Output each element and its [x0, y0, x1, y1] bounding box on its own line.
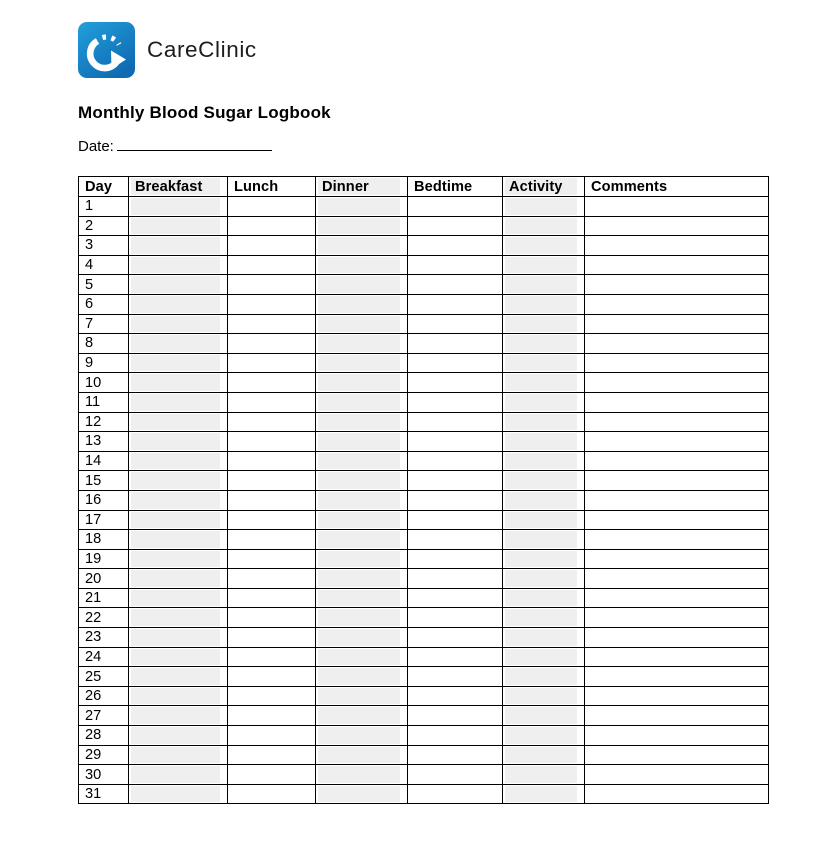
entry-cell-comments-day-24[interactable]	[585, 647, 769, 667]
day-cell: 17	[79, 510, 129, 530]
entry-cell-breakfast-day-2[interactable]	[129, 216, 228, 236]
entry-cell-lunch-day-15[interactable]	[228, 471, 316, 491]
day-cell: 10	[79, 373, 129, 393]
entry-cell-lunch-day-9[interactable]	[228, 353, 316, 373]
entry-cell-comments-day-21[interactable]	[585, 588, 769, 608]
entry-cell-bedtime-day-16[interactable]	[408, 490, 503, 510]
entry-cell-breakfast-day-29[interactable]	[129, 745, 228, 765]
entry-cell-breakfast-day-11[interactable]	[129, 392, 228, 412]
entry-cell-bedtime-day-7[interactable]	[408, 314, 503, 334]
entry-cell-activity-day-5[interactable]	[503, 275, 585, 295]
entry-cell-breakfast-day-27[interactable]	[129, 706, 228, 726]
table-row-day-25	[79, 667, 769, 687]
entry-cell-activity-day-20[interactable]	[503, 569, 585, 589]
table-row-day-5	[79, 275, 769, 295]
entry-cell-dinner-day-27[interactable]	[316, 706, 408, 726]
entry-cell-breakfast-day-15[interactable]	[129, 471, 228, 491]
entry-cell-lunch-day-19[interactable]	[228, 549, 316, 569]
entry-cell-activity-day-29[interactable]	[503, 745, 585, 765]
table-row-day-2	[79, 216, 769, 236]
entry-cell-comments-day-14[interactable]	[585, 451, 769, 471]
entry-cell-dinner-day-11[interactable]	[316, 392, 408, 412]
table-row-day-7	[79, 314, 769, 334]
entry-cell-breakfast-day-7[interactable]	[129, 314, 228, 334]
day-cell: 24	[79, 647, 129, 667]
entry-cell-bedtime-day-21[interactable]	[408, 588, 503, 608]
entry-cell-comments-day-16[interactable]	[585, 490, 769, 510]
entry-cell-activity-day-19[interactable]	[503, 549, 585, 569]
entry-cell-breakfast-day-16[interactable]	[129, 490, 228, 510]
column-header-comments: Comments	[585, 177, 769, 197]
entry-cell-lunch-day-12[interactable]	[228, 412, 316, 432]
entry-cell-comments-day-8[interactable]	[585, 334, 769, 354]
table-row-day-26	[79, 686, 769, 706]
entry-cell-lunch-day-20[interactable]	[228, 569, 316, 589]
entry-cell-bedtime-day-14[interactable]	[408, 451, 503, 471]
entry-cell-breakfast-day-26[interactable]	[129, 686, 228, 706]
day-cell: 25	[79, 667, 129, 687]
entry-cell-activity-day-25[interactable]	[503, 667, 585, 687]
entry-cell-bedtime-day-20[interactable]	[408, 569, 503, 589]
column-header-lunch: Lunch	[228, 177, 316, 197]
brand-name: CareClinic	[147, 37, 257, 62]
entry-cell-bedtime-day-3[interactable]	[408, 236, 503, 256]
entry-cell-lunch-day-27[interactable]	[228, 706, 316, 726]
entry-cell-bedtime-day-5[interactable]	[408, 275, 503, 295]
entry-cell-comments-day-11[interactable]	[585, 392, 769, 412]
entry-cell-bedtime-day-25[interactable]	[408, 667, 503, 687]
day-cell: 1	[79, 197, 129, 217]
entry-cell-bedtime-day-22[interactable]	[408, 608, 503, 628]
entry-cell-lunch-day-26[interactable]	[228, 686, 316, 706]
entry-cell-bedtime-day-26[interactable]	[408, 686, 503, 706]
entry-cell-bedtime-day-4[interactable]	[408, 255, 503, 275]
table-row-day-6	[79, 294, 769, 314]
table-row-day-16	[79, 490, 769, 510]
day-cell: 28	[79, 726, 129, 746]
entry-cell-dinner-day-13[interactable]	[316, 432, 408, 452]
date-row	[78, 136, 272, 156]
table-row-day-20	[79, 569, 769, 589]
entry-cell-activity-day-2[interactable]	[503, 216, 585, 236]
entry-cell-dinner-day-1[interactable]	[316, 197, 408, 217]
entry-cell-activity-day-15[interactable]	[503, 471, 585, 491]
entry-cell-activity-day-31[interactable]	[503, 784, 585, 804]
table-row-day-4	[79, 255, 769, 275]
day-cell: 3	[79, 236, 129, 256]
entry-cell-activity-day-26[interactable]	[503, 686, 585, 706]
day-cell: 21	[79, 588, 129, 608]
entry-cell-lunch-day-7[interactable]	[228, 314, 316, 334]
date-fill-in-line[interactable]	[117, 136, 272, 151]
day-cell: 11	[79, 392, 129, 412]
entry-cell-lunch-day-22[interactable]	[228, 608, 316, 628]
entry-cell-lunch-day-11[interactable]	[228, 392, 316, 412]
day-cell: 30	[79, 765, 129, 785]
entry-cell-comments-day-29[interactable]	[585, 745, 769, 765]
day-cell: 12	[79, 412, 129, 432]
entry-cell-dinner-day-21[interactable]	[316, 588, 408, 608]
entry-cell-bedtime-day-24[interactable]	[408, 647, 503, 667]
entry-cell-comments-day-26[interactable]	[585, 686, 769, 706]
entry-cell-breakfast-day-17[interactable]	[129, 510, 228, 530]
entry-cell-breakfast-day-19[interactable]	[129, 549, 228, 569]
entry-cell-lunch-day-8[interactable]	[228, 334, 316, 354]
entry-cell-bedtime-day-6[interactable]	[408, 294, 503, 314]
blood-sugar-log-table	[78, 176, 769, 804]
entry-cell-bedtime-day-12[interactable]	[408, 412, 503, 432]
table-row-day-11	[79, 392, 769, 412]
day-cell: 16	[79, 490, 129, 510]
day-cell: 7	[79, 314, 129, 334]
table-row-day-28	[79, 726, 769, 746]
entry-cell-dinner-day-24[interactable]	[316, 647, 408, 667]
entry-cell-dinner-day-23[interactable]	[316, 628, 408, 648]
entry-cell-lunch-day-21[interactable]	[228, 588, 316, 608]
entry-cell-dinner-day-29[interactable]	[316, 745, 408, 765]
column-header-dinner: Dinner	[316, 177, 408, 197]
entry-cell-lunch-day-2[interactable]	[228, 216, 316, 236]
table-row-day-9	[79, 353, 769, 373]
table-row-day-18	[79, 530, 769, 550]
column-header-day: Day	[79, 177, 129, 197]
table-row-day-17	[79, 510, 769, 530]
table-row-day-15	[79, 471, 769, 491]
entry-cell-activity-day-10[interactable]	[503, 373, 585, 393]
day-cell: 13	[79, 432, 129, 452]
day-cell: 6	[79, 294, 129, 314]
entry-cell-dinner-day-6[interactable]	[316, 294, 408, 314]
entry-cell-activity-day-16[interactable]	[503, 490, 585, 510]
entry-cell-dinner-day-15[interactable]	[316, 471, 408, 491]
entry-cell-lunch-day-6[interactable]	[228, 294, 316, 314]
table-row-day-1	[79, 197, 769, 217]
day-cell: 4	[79, 255, 129, 275]
entry-cell-breakfast-day-21[interactable]	[129, 588, 228, 608]
entry-cell-lunch-day-13[interactable]	[228, 432, 316, 452]
entry-cell-activity-day-23[interactable]	[503, 628, 585, 648]
entry-cell-lunch-day-23[interactable]	[228, 628, 316, 648]
entry-cell-activity-day-3[interactable]	[503, 236, 585, 256]
entry-cell-comments-day-27[interactable]	[585, 706, 769, 726]
entry-cell-dinner-day-26[interactable]	[316, 686, 408, 706]
day-cell: 26	[79, 686, 129, 706]
entry-cell-comments-day-10[interactable]	[585, 373, 769, 393]
entry-cell-lunch-day-28[interactable]	[228, 726, 316, 746]
entry-cell-lunch-day-10[interactable]	[228, 373, 316, 393]
day-cell: 18	[79, 530, 129, 550]
table-row-day-3	[79, 236, 769, 256]
day-cell: 22	[79, 608, 129, 628]
entry-cell-bedtime-day-15[interactable]	[408, 471, 503, 491]
entry-cell-bedtime-day-13[interactable]	[408, 432, 503, 452]
day-cell: 2	[79, 216, 129, 236]
careclinic-logo-icon	[78, 22, 135, 78]
entry-cell-comments-day-31[interactable]	[585, 784, 769, 804]
entry-cell-breakfast-day-23[interactable]	[129, 628, 228, 648]
entry-cell-dinner-day-30[interactable]	[316, 765, 408, 785]
entry-cell-breakfast-day-18[interactable]	[129, 530, 228, 550]
table-row-day-22	[79, 608, 769, 628]
entry-cell-activity-day-11[interactable]	[503, 392, 585, 412]
table-row-day-13	[79, 432, 769, 452]
entry-cell-lunch-day-5[interactable]	[228, 275, 316, 295]
table-row-day-31	[79, 784, 769, 804]
entry-cell-comments-day-6[interactable]	[585, 294, 769, 314]
entry-cell-bedtime-day-23[interactable]	[408, 628, 503, 648]
entry-cell-dinner-day-17[interactable]	[316, 510, 408, 530]
entry-cell-lunch-day-30[interactable]	[228, 765, 316, 785]
entry-cell-comments-day-4[interactable]	[585, 255, 769, 275]
entry-cell-dinner-day-10[interactable]	[316, 373, 408, 393]
entry-cell-comments-day-18[interactable]	[585, 530, 769, 550]
table-row-day-30	[79, 765, 769, 785]
entry-cell-bedtime-day-9[interactable]	[408, 353, 503, 373]
table-row-day-23	[79, 628, 769, 648]
entry-cell-activity-day-12[interactable]	[503, 412, 585, 432]
day-cell: 19	[79, 549, 129, 569]
entry-cell-comments-day-23[interactable]	[585, 628, 769, 648]
entry-cell-activity-day-1[interactable]	[503, 197, 585, 217]
entry-cell-comments-day-19[interactable]	[585, 549, 769, 569]
entry-cell-dinner-day-8[interactable]	[316, 334, 408, 354]
entry-cell-dinner-day-22[interactable]	[316, 608, 408, 628]
entry-cell-breakfast-day-4[interactable]	[129, 255, 228, 275]
day-cell: 27	[79, 706, 129, 726]
entry-cell-dinner-day-14[interactable]	[316, 451, 408, 471]
entry-cell-bedtime-day-10[interactable]	[408, 373, 503, 393]
entry-cell-breakfast-day-25[interactable]	[129, 667, 228, 687]
page-title: Monthly Blood Sugar Logbook	[78, 103, 331, 122]
entry-cell-breakfast-day-22[interactable]	[129, 608, 228, 628]
entry-cell-breakfast-day-5[interactable]	[129, 275, 228, 295]
entry-cell-comments-day-7[interactable]	[585, 314, 769, 334]
entry-cell-comments-day-9[interactable]	[585, 353, 769, 373]
entry-cell-dinner-day-19[interactable]	[316, 549, 408, 569]
table-row-day-10	[79, 373, 769, 393]
entry-cell-breakfast-day-24[interactable]	[129, 647, 228, 667]
table-header-row	[79, 177, 769, 197]
table-row-day-29	[79, 745, 769, 765]
entry-cell-breakfast-day-8[interactable]	[129, 334, 228, 354]
table-row-day-19	[79, 549, 769, 569]
day-cell: 14	[79, 451, 129, 471]
entry-cell-breakfast-day-6[interactable]	[129, 294, 228, 314]
entry-cell-breakfast-day-12[interactable]	[129, 412, 228, 432]
entry-cell-lunch-day-18[interactable]	[228, 530, 316, 550]
table-row-day-14	[79, 451, 769, 471]
entry-cell-breakfast-day-28[interactable]	[129, 726, 228, 746]
entry-cell-activity-day-24[interactable]	[503, 647, 585, 667]
entry-cell-lunch-day-3[interactable]	[228, 236, 316, 256]
table-row-day-12	[79, 412, 769, 432]
entry-cell-comments-day-20[interactable]	[585, 569, 769, 589]
entry-cell-comments-day-2[interactable]	[585, 216, 769, 236]
entry-cell-dinner-day-4[interactable]	[316, 255, 408, 275]
entry-cell-breakfast-day-31[interactable]	[129, 784, 228, 804]
entry-cell-bedtime-day-27[interactable]	[408, 706, 503, 726]
entry-cell-dinner-day-12[interactable]	[316, 412, 408, 432]
table-row-day-21	[79, 588, 769, 608]
entry-cell-bedtime-day-19[interactable]	[408, 549, 503, 569]
entry-cell-bedtime-day-11[interactable]	[408, 392, 503, 412]
day-cell: 5	[79, 275, 129, 295]
entry-cell-comments-day-15[interactable]	[585, 471, 769, 491]
entry-cell-activity-day-21[interactable]	[503, 588, 585, 608]
entry-cell-comments-day-30[interactable]	[585, 765, 769, 785]
entry-cell-comments-day-3[interactable]	[585, 236, 769, 256]
entry-cell-lunch-day-29[interactable]	[228, 745, 316, 765]
entry-cell-dinner-day-31[interactable]	[316, 784, 408, 804]
entry-cell-breakfast-day-10[interactable]	[129, 373, 228, 393]
entry-cell-lunch-day-17[interactable]	[228, 510, 316, 530]
entry-cell-bedtime-day-30[interactable]	[408, 765, 503, 785]
day-cell: 15	[79, 471, 129, 491]
entry-cell-dinner-day-3[interactable]	[316, 236, 408, 256]
entry-cell-breakfast-day-14[interactable]	[129, 451, 228, 471]
entry-cell-activity-day-14[interactable]	[503, 451, 585, 471]
entry-cell-dinner-day-16[interactable]	[316, 490, 408, 510]
entry-cell-activity-day-27[interactable]	[503, 706, 585, 726]
entry-cell-dinner-day-5[interactable]	[316, 275, 408, 295]
table-row-day-27	[79, 706, 769, 726]
brand-header	[78, 22, 257, 78]
entry-cell-activity-day-9[interactable]	[503, 353, 585, 373]
entry-cell-activity-day-18[interactable]	[503, 530, 585, 550]
entry-cell-bedtime-day-28[interactable]	[408, 726, 503, 746]
entry-cell-breakfast-day-3[interactable]	[129, 236, 228, 256]
date-label: Date:	[78, 138, 114, 155]
entry-cell-comments-day-17[interactable]	[585, 510, 769, 530]
entry-cell-dinner-day-9[interactable]	[316, 353, 408, 373]
day-cell: 31	[79, 784, 129, 804]
entry-cell-activity-day-22[interactable]	[503, 608, 585, 628]
entry-cell-activity-day-8[interactable]	[503, 334, 585, 354]
entry-cell-lunch-day-25[interactable]	[228, 667, 316, 687]
day-cell: 20	[79, 569, 129, 589]
table-row-day-8	[79, 334, 769, 354]
entry-cell-breakfast-day-9[interactable]	[129, 353, 228, 373]
entry-cell-comments-day-5[interactable]	[585, 275, 769, 295]
entry-cell-dinner-day-25[interactable]	[316, 667, 408, 687]
entry-cell-comments-day-1[interactable]	[585, 197, 769, 217]
entry-cell-activity-day-28[interactable]	[503, 726, 585, 746]
entry-cell-bedtime-day-29[interactable]	[408, 745, 503, 765]
entry-cell-activity-day-30[interactable]	[503, 765, 585, 785]
entry-cell-breakfast-day-1[interactable]	[129, 197, 228, 217]
table-row-day-24	[79, 647, 769, 667]
entry-cell-bedtime-day-18[interactable]	[408, 530, 503, 550]
entry-cell-breakfast-day-13[interactable]	[129, 432, 228, 452]
day-cell: 23	[79, 628, 129, 648]
entry-cell-activity-day-13[interactable]	[503, 432, 585, 452]
entry-cell-bedtime-day-2[interactable]	[408, 216, 503, 236]
entry-cell-lunch-day-16[interactable]	[228, 490, 316, 510]
entry-cell-lunch-day-31[interactable]	[228, 784, 316, 804]
entry-cell-comments-day-13[interactable]	[585, 432, 769, 452]
entry-cell-activity-day-7[interactable]	[503, 314, 585, 334]
entry-cell-dinner-day-18[interactable]	[316, 530, 408, 550]
entry-cell-comments-day-22[interactable]	[585, 608, 769, 628]
entry-cell-activity-day-17[interactable]	[503, 510, 585, 530]
entry-cell-bedtime-day-17[interactable]	[408, 510, 503, 530]
day-cell: 29	[79, 745, 129, 765]
entry-cell-activity-day-6[interactable]	[503, 294, 585, 314]
entry-cell-bedtime-day-8[interactable]	[408, 334, 503, 354]
entry-cell-breakfast-day-30[interactable]	[129, 765, 228, 785]
entry-cell-lunch-day-1[interactable]	[228, 197, 316, 217]
table-body	[79, 197, 769, 804]
entry-cell-activity-day-4[interactable]	[503, 255, 585, 275]
entry-cell-dinner-day-2[interactable]	[316, 216, 408, 236]
entry-cell-dinner-day-7[interactable]	[316, 314, 408, 334]
entry-cell-comments-day-12[interactable]	[585, 412, 769, 432]
entry-cell-lunch-day-24[interactable]	[228, 647, 316, 667]
entry-cell-bedtime-day-1[interactable]	[408, 197, 503, 217]
entry-cell-breakfast-day-20[interactable]	[129, 569, 228, 589]
entry-cell-comments-day-25[interactable]	[585, 667, 769, 687]
entry-cell-dinner-day-28[interactable]	[316, 726, 408, 746]
column-header-bedtime: Bedtime	[408, 177, 503, 197]
entry-cell-dinner-day-20[interactable]	[316, 569, 408, 589]
day-cell: 9	[79, 353, 129, 373]
column-header-breakfast: Breakfast	[129, 177, 228, 197]
column-header-activity: Activity	[503, 177, 585, 197]
day-cell: 8	[79, 334, 129, 354]
entry-cell-lunch-day-4[interactable]	[228, 255, 316, 275]
entry-cell-lunch-day-14[interactable]	[228, 451, 316, 471]
entry-cell-comments-day-28[interactable]	[585, 726, 769, 746]
entry-cell-bedtime-day-31[interactable]	[408, 784, 503, 804]
